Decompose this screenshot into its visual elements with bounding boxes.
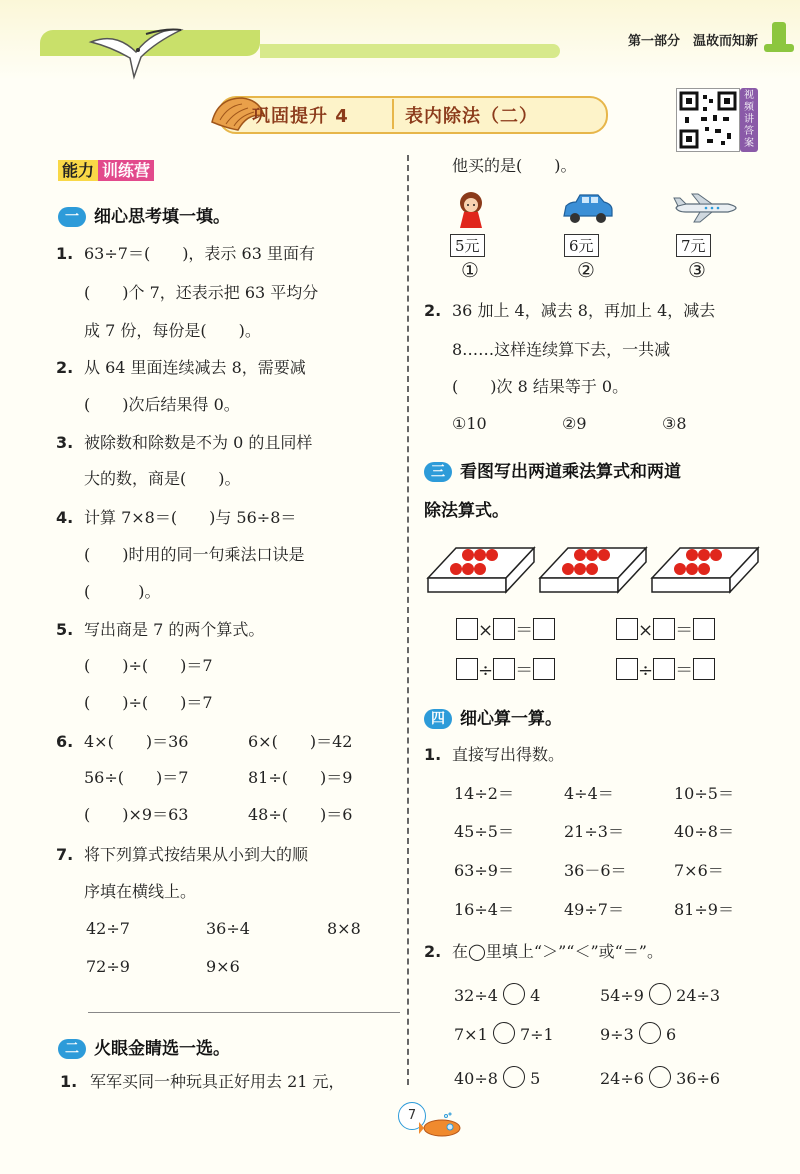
answer-box[interactable] xyxy=(616,658,638,680)
answer-box[interactable] xyxy=(653,658,675,680)
calc-item: 10÷5＝ xyxy=(674,784,734,803)
part1-title: 细心思考填一填。 xyxy=(94,207,230,227)
part2-heading xyxy=(58,1034,230,1059)
q7-number: 7. xyxy=(56,845,74,864)
page-number: 7 xyxy=(398,1102,426,1130)
calc-item: 36－6＝ xyxy=(564,861,627,880)
div-equation-2[interactable] xyxy=(616,658,715,681)
apple-tray-1 xyxy=(426,538,536,596)
divide-sign: ÷ xyxy=(478,660,494,681)
compare-circle[interactable] xyxy=(639,1022,661,1044)
compare-item: 40÷8 5 xyxy=(454,1066,540,1089)
q1-line1: 63÷7＝( )，表示 63 里面有 xyxy=(84,244,315,263)
part3-heading xyxy=(424,457,681,482)
ability-badge xyxy=(58,158,154,182)
q6-r1a: 4×( )＝36 xyxy=(84,732,189,751)
compare-circle[interactable] xyxy=(649,983,671,1005)
airplane-icon xyxy=(672,192,738,224)
answer-box[interactable] xyxy=(493,658,515,680)
answer-box[interactable] xyxy=(456,658,478,680)
title-lesson: 巩固提升 4 xyxy=(252,106,349,127)
q4-line1: 计算 7×8＝( )与 56÷8＝ xyxy=(84,508,297,527)
calc-item: 4÷4＝ xyxy=(564,784,614,803)
part2-title: 火眼金睛选一选。 xyxy=(94,1039,230,1059)
part1-number: 一 xyxy=(58,207,86,227)
calc-item: 16÷4＝ xyxy=(454,900,514,919)
q22-option-1[interactable]: ①10 xyxy=(452,414,487,433)
div-equation-1[interactable] xyxy=(456,658,555,681)
calc-item: 40÷8＝ xyxy=(674,822,734,841)
header-green-strip-2 xyxy=(260,44,560,58)
q3-number: 3. xyxy=(56,433,74,452)
choice-1[interactable]: ① xyxy=(461,258,479,282)
q4-line2: ( )时用的同一句乘法口诀是 xyxy=(84,545,305,564)
q22-line3: ( )次 8 结果等于 0。 xyxy=(452,377,629,396)
apple-tray-3 xyxy=(650,538,760,596)
answer-box[interactable] xyxy=(616,618,638,640)
q5-line3: ( )÷( )＝7 xyxy=(84,693,213,712)
mult-equation-2[interactable] xyxy=(616,618,715,641)
q22-number: 2. xyxy=(424,301,442,320)
compare-circle[interactable] xyxy=(649,1066,671,1088)
title-separator xyxy=(392,99,394,129)
apple-tray-2 xyxy=(538,538,648,596)
answer-box[interactable] xyxy=(693,618,715,640)
submarine-fish-icon xyxy=(418,1112,466,1138)
mult-equation-1[interactable] xyxy=(456,618,555,641)
q3-line2: 大的数，商是( )。 xyxy=(84,469,241,488)
equals-sign: ＝ xyxy=(515,620,534,641)
calc-item: 63÷9＝ xyxy=(454,861,514,880)
corner-decoration-2 xyxy=(764,44,794,52)
q3-line1: 被除数和除数是不为 0 的且同样 xyxy=(84,433,313,452)
q21-line1: 军军买同一种玩具正好用去 21 元， xyxy=(90,1072,345,1091)
q1-line3: 成 7 份，每份是( )。 xyxy=(84,321,261,340)
title-topic: 表内除法（二） xyxy=(405,106,538,127)
equals-sign: ＝ xyxy=(675,660,694,681)
q6-number: 6. xyxy=(56,732,74,751)
equals-sign: ＝ xyxy=(675,620,694,641)
choice-3[interactable]: ③ xyxy=(688,258,706,282)
q2-line1: 从 64 里面连续减去 8，需要减 xyxy=(84,358,306,377)
compare-circle[interactable] xyxy=(493,1022,515,1044)
q1-line2: ( )个 7，还表示把 63 平均分 xyxy=(84,283,319,302)
answer-line[interactable] xyxy=(88,1012,400,1013)
price-2: 6元 xyxy=(564,234,599,257)
part4-heading xyxy=(424,704,562,729)
q7-expr-e: 9×6 xyxy=(206,957,240,976)
q2-number: 2. xyxy=(56,358,74,377)
price-3: 7元 xyxy=(676,234,711,257)
compare-item: 32÷4 4 xyxy=(454,983,540,1006)
qr-code[interactable] xyxy=(676,88,740,152)
answer-box[interactable] xyxy=(493,618,515,640)
calc-item: 21÷3＝ xyxy=(564,822,624,841)
q4-number: 4. xyxy=(56,508,74,527)
times-sign: × xyxy=(478,620,494,641)
q7-expr-b: 36÷4 xyxy=(206,919,250,938)
q6-r2a: 56÷( )＝7 xyxy=(84,768,189,787)
answer-box[interactable] xyxy=(533,618,555,640)
ability-badge-b: 训练营 xyxy=(98,160,154,181)
calc-item: 7×6＝ xyxy=(674,861,724,880)
compare-item: 24÷6 36÷6 xyxy=(600,1066,720,1089)
q7-expr-d: 72÷9 xyxy=(86,957,130,976)
section-label: 第一部分 温故而知新 xyxy=(627,34,758,49)
divide-sign: ÷ xyxy=(638,660,654,681)
part3-title-1: 看图写出两道乘法算式和两道 xyxy=(460,462,681,482)
q6-r1b: 6×( )＝42 xyxy=(248,732,353,751)
compare-circle[interactable] xyxy=(503,1066,525,1088)
q7-line2: 序填在横线上。 xyxy=(84,882,197,901)
compare-item: 9÷3 6 xyxy=(600,1022,676,1045)
q21-line2: 他买的是( )。 xyxy=(452,156,577,175)
answer-box[interactable] xyxy=(533,658,555,680)
q5-line2: ( )÷( )＝7 xyxy=(84,656,213,675)
q7-line1: 将下列算式按结果从小到大的顺 xyxy=(84,845,309,864)
q41-heading: 直接写出得数。 xyxy=(452,745,565,764)
answer-box[interactable] xyxy=(693,658,715,680)
part3-number: 三 xyxy=(424,462,452,482)
compare-item: 54÷9 24÷3 xyxy=(600,983,720,1006)
q1-number: 1. xyxy=(56,244,74,263)
answer-box[interactable] xyxy=(653,618,675,640)
q21-number: 1. xyxy=(60,1072,78,1091)
calc-item: 81÷9＝ xyxy=(674,900,734,919)
times-sign: × xyxy=(638,620,654,641)
choice-2[interactable]: ② xyxy=(577,258,595,282)
q41-number: 1. xyxy=(424,745,442,764)
calc-item: 45÷5＝ xyxy=(454,822,514,841)
q6-r3b: 48÷( )＝6 xyxy=(248,805,353,824)
q22-line2: 8……这样连续算下去，一共减 xyxy=(452,340,671,359)
part4-number: 四 xyxy=(424,709,452,729)
q5-number: 5. xyxy=(56,620,74,639)
calc-item: 49÷7＝ xyxy=(564,900,624,919)
q2-line2: ( )次后结果得 0。 xyxy=(84,395,240,414)
seagull-icon xyxy=(86,22,186,82)
q4-line3: ( )。 xyxy=(84,582,161,601)
calc-item: 14÷2＝ xyxy=(454,784,514,803)
q22-option-3[interactable]: ③8 xyxy=(662,414,687,433)
compare-circle[interactable] xyxy=(503,983,525,1005)
answer-box[interactable] xyxy=(456,618,478,640)
part3-heading-2: 除法算式。 xyxy=(424,501,509,521)
price-1: 5元 xyxy=(450,234,485,257)
column-divider xyxy=(407,155,409,1085)
q7-expr-a: 42÷7 xyxy=(86,919,130,938)
q6-r3a: ( )×9＝63 xyxy=(84,805,189,824)
ability-badge-a: 能力 xyxy=(58,160,98,181)
car-icon xyxy=(560,192,616,226)
q42-heading: 在◯里填上“＞”“＜”或“＝”。 xyxy=(452,942,663,961)
qr-label: 视频讲答案 xyxy=(740,88,758,152)
q7-expr-c: 8×8 xyxy=(327,919,361,938)
equals-sign: ＝ xyxy=(515,660,534,681)
part4-title: 细心算一算。 xyxy=(460,709,562,729)
q5-line1: 写出商是 7 的两个算式。 xyxy=(84,620,265,639)
doll-icon xyxy=(452,190,490,230)
part2-number: 二 xyxy=(58,1039,86,1059)
q42-number: 2. xyxy=(424,942,442,961)
q6-r2b: 81÷( )＝9 xyxy=(248,768,353,787)
q22-line1: 36 加上 4，减去 8，再加上 4，减去 xyxy=(452,301,716,320)
compare-item: 7×1 7÷1 xyxy=(454,1022,554,1045)
q22-option-2[interactable]: ②9 xyxy=(562,414,587,433)
part1-heading xyxy=(58,202,230,227)
